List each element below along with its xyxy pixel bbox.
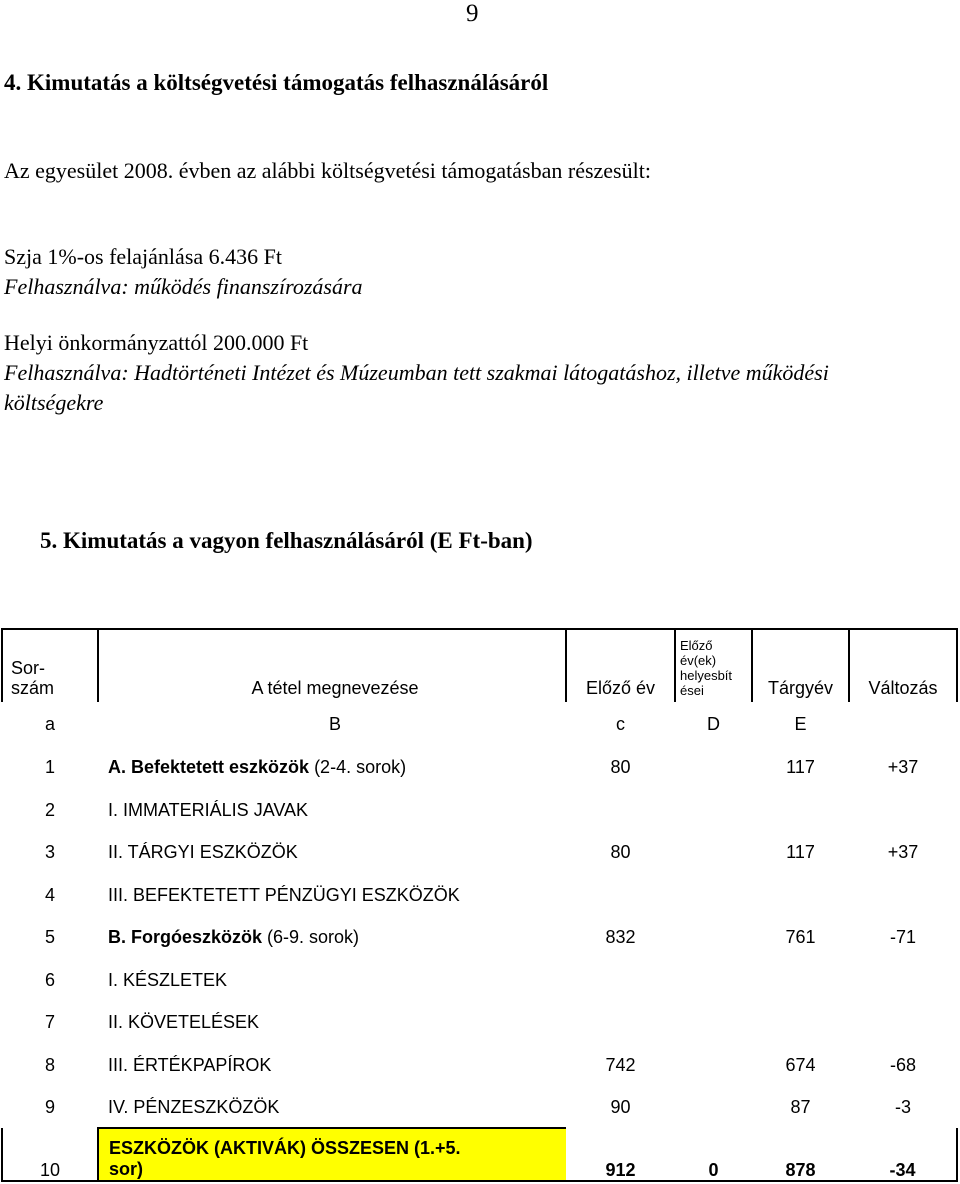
header-change: Változás xyxy=(849,629,957,702)
table-row: 2 I. IMMATERIÁLIS JAVAK +37 xyxy=(44,799,919,863)
header-previous-year: Előző év xyxy=(566,629,675,702)
letter-c: c xyxy=(616,714,625,735)
table-row: 7 II. KÖVETELÉSEK xyxy=(44,1012,260,1033)
support-1-amount: Szja 1%-os felajánlása 6.436 Ft xyxy=(4,244,282,269)
table-row: 4 III. BEFEKTETETT PÉNZÜGYI ESZKÖZÖK xyxy=(44,884,460,905)
support-2-amount: Helyi önkormányzattól 200.000 Ft xyxy=(4,330,309,355)
table-row: 8 III. ÉRTÉKPAPÍROK 742 674 -68 xyxy=(44,1054,916,1075)
header-previous-corrections: Előző év(ek) helyesbít ései xyxy=(675,629,752,702)
table-row: 3 II. TÁRGYI ESZKÖZÖK 80 117 xyxy=(44,842,815,863)
section-5-title: 5. Kimutatás a vagyon felhasználásáról (E Ft-ban) xyxy=(40,528,533,553)
page-number: 9 xyxy=(466,0,479,27)
table-row: 1 A. Befektetett eszközök (2-4. sorok) 80 117 +37 xyxy=(44,757,919,778)
header-current-year: Tárgyév xyxy=(752,629,849,702)
letter-d: D xyxy=(707,714,720,735)
section-4-intro: Az egyesület 2008. évben az alábbi költségvetési támogatásban részesült: xyxy=(4,158,651,183)
letter-e: E xyxy=(794,714,807,735)
total-label: ESZKÖZÖK (AKTIVÁK) ÖSSZESEN (1.+5. sor) xyxy=(98,1128,566,1181)
letter-a: a xyxy=(44,714,55,735)
table-row: 5 B. Forgóeszközök (6-9. sorok) 832 761 -71 xyxy=(44,927,916,948)
support-1-usage: Felhasználva: működés finanszírozására xyxy=(4,274,363,299)
table-row: 9 IV. PÉNZESZKÖZÖK 90 87 -3 xyxy=(44,1096,911,1118)
table-header-row xyxy=(2,629,957,702)
support-2-usage-line2: költségekre xyxy=(4,390,104,415)
column-letter-row xyxy=(2,702,957,746)
section-4-title: 4. Kimutatás a költségvetési támogatás felhasználásáról xyxy=(4,70,549,95)
asset-usage-table xyxy=(1,628,958,1182)
table-row: 6 I. KÉSZLETEK xyxy=(44,969,228,990)
table-total-row: 10 ESZKÖZÖK (AKTIVÁK) ÖSSZESEN (1.+5. sor) 912 0 878 -34 xyxy=(2,1128,957,1181)
header-serial: Sor- szám xyxy=(2,629,98,702)
letter-b: B xyxy=(328,714,341,735)
support-2-usage-line1: Felhasználva: Hadtörténeti Intézet és Múzeumban tett szakmai látogatáshoz, illetve működési xyxy=(4,360,829,385)
header-item-name: A tétel megnevezése xyxy=(98,629,566,702)
